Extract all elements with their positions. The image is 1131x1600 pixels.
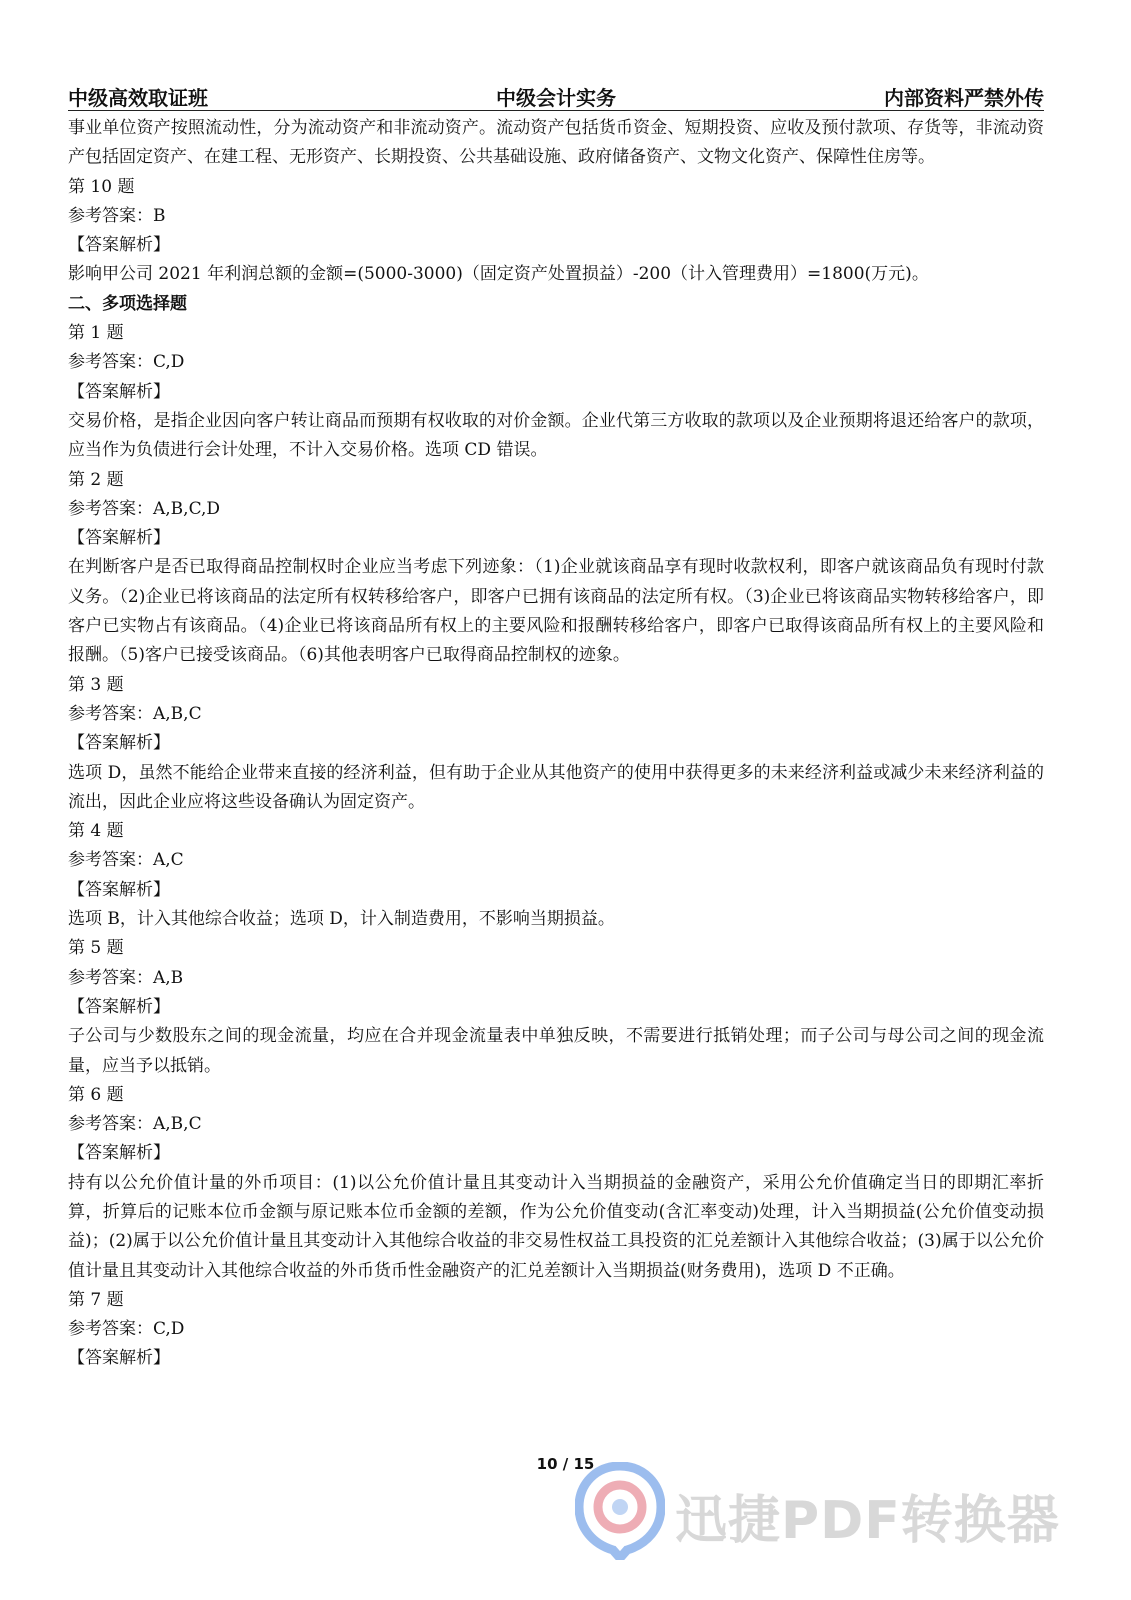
paragraph: 影响甲公司 2021 年利润总额的金额=(5000-3000)（固定资产处置损益）-200（计入管理费用）=1800(万元)。	[68, 264, 929, 285]
reference-answer: 参考答案：A,B,C,D	[68, 498, 221, 519]
reference-answer: 参考答案：C,D	[68, 352, 185, 373]
page-number: 10 / 15	[536, 1455, 595, 1473]
watermark-text: 迅捷PDF转换器	[675, 1491, 1060, 1551]
xunjie-logo-icon	[575, 1462, 665, 1560]
question-number: 第 5 题	[68, 938, 124, 959]
reference-answer: 参考答案：B	[68, 205, 166, 226]
section-heading: 二、多项选择题	[68, 293, 187, 314]
page-header	[68, 80, 1044, 111]
paragraph: 事业单位资产按照流动性，分为流动资产和非流动资产。流动资产包括货币资金、短期投资、应收及预付款项、存货等，非流动资产包括固定资产、在建工程、无形资产、长期投资、公共基础设施、政府储备资产、文物文化资产、保障性住房等。	[68, 118, 1044, 168]
paragraph: 选项 B，计入其他综合收益；选项 D，计入制造费用，不影响当期损益。	[68, 909, 615, 930]
paragraph: 交易价格，是指企业因向客户转让商品而预期有权收取的对价金额。企业代第三方收取的款项以及企业预期将退还给客户的款项，应当作为负债进行会计处理，不计入交易价格。选项 CD 错误。	[68, 410, 1044, 461]
paragraph: 子公司与少数股东之间的现金流量，均应在合并现金流量表中单独反映，不需要进行抵销处理；而子公司与母公司之间的现金流量，应当予以抵销。	[68, 1026, 1044, 1076]
question-number: 第 1 题	[68, 323, 124, 344]
question-number: 第 2 题	[68, 469, 124, 490]
analysis-label: 【答案解析】	[68, 1348, 170, 1369]
question-number: 第 7 题	[68, 1289, 124, 1310]
analysis-label: 【答案解析】	[68, 381, 170, 402]
header-confidential-note: 内部资料严禁外传	[884, 86, 1044, 110]
question-number: 第 6 题	[68, 1084, 124, 1105]
reference-answer: 参考答案：A,B,C	[68, 703, 202, 724]
question-number: 第 3 题	[68, 674, 124, 695]
analysis-label: 【答案解析】	[68, 879, 170, 900]
analysis-label: 【答案解析】	[68, 1143, 170, 1164]
question-number: 第 4 题	[68, 821, 124, 842]
header-subject: 中级会计实务	[496, 86, 616, 110]
analysis-label: 【答案解析】	[68, 996, 170, 1017]
paragraph: 在判断客户是否已取得商品控制权时企业应当考虑下列迹象：（1)企业就该商品享有现时收款权利，即客户就该商品负有现时付款义务。（2)企业已将该商品的法定所有权转移给客户，即客户已拥有该商品的法定所有权。（3)企业已将该商品实物转移给客户，即客户已实物占有该商品。（4)企业已将该商品所有权上的主要风险和报酬转移给客户，即客户已取得该商品所有权上的主要风险和报酬。（5)客户已接受该商品。（6)其他表明客户已取得商品控制权的迹象。	[68, 557, 1044, 666]
reference-answer: 参考答案：A,B	[68, 967, 184, 988]
analysis-label: 【答案解析】	[68, 733, 170, 754]
reference-answer: 参考答案：A,C	[68, 850, 184, 871]
paragraph: 持有以公允价值计量的外币项目：(1)以公允价值计量且其变动计入当期损益的金融资产，采用公允价值确定当日的即期汇率折算，折算后的记账本位币金额与原记账本位币金额的差额，作为公允价值变动(含汇率变动)处理，计入当期损益(公允价值变动损益)；(2)属于以公允价值计量且其变动计入其他综合收益的非交易性权益工具投资的汇兑差额计入其他综合收益；(3)属于以公允价值计量且其变动计入其他综合收益的外币货币性金融资产的汇兑差额计入当期损益(财务费用)，选项 D 不正确。	[68, 1172, 1044, 1281]
analysis-label: 【答案解析】	[68, 235, 170, 256]
reference-answer: 参考答案：C,D	[68, 1319, 185, 1340]
paragraph: 选项 D，虽然不能给企业带来直接的经济利益，但有助于企业从其他资产的使用中获得更多的未来经济利益或减少未来经济利益的流出，因此企业应将这些设备确认为固定资产。	[68, 762, 1044, 812]
document-body	[68, 114, 1044, 1374]
watermark	[575, 1462, 1095, 1562]
reference-answer: 参考答案：A,B,C	[68, 1114, 202, 1135]
header-course-name: 中级高效取证班	[68, 86, 208, 110]
question-number: 第 10 题	[68, 176, 135, 197]
analysis-label: 【答案解析】	[68, 528, 170, 549]
